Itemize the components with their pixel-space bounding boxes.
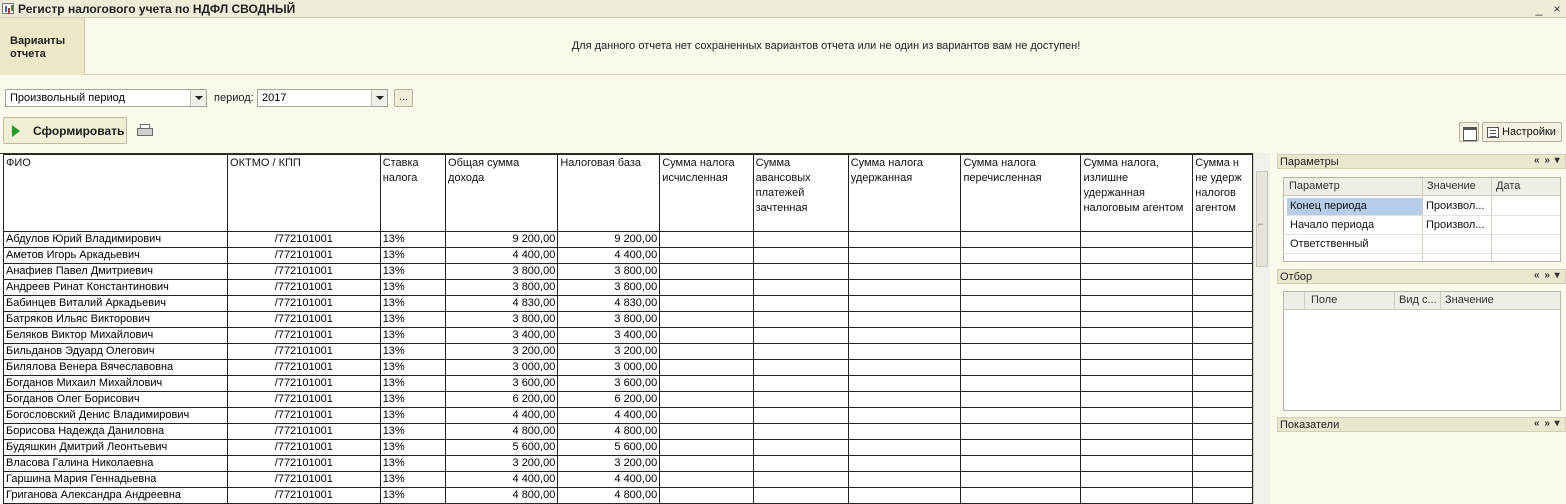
cell-oktmo: /772101001 (228, 472, 381, 488)
cell-empty (1193, 360, 1253, 376)
cell-empty (1081, 424, 1193, 440)
cell-empty (1081, 472, 1193, 488)
cell-empty (848, 424, 961, 440)
period-type-select[interactable] (5, 89, 207, 107)
panel-layout-button[interactable] (1459, 122, 1479, 142)
cell-rate: 13% (380, 312, 445, 328)
cell-rate: 13% (380, 248, 445, 264)
cell-fio: Богданов Олег Борисович (4, 392, 228, 408)
filter-grid-header (1284, 292, 1561, 310)
cell-rate: 13% (380, 392, 445, 408)
param-col-value[interactable]: Значение (1427, 180, 1476, 192)
cell-base: 4 400,00 (558, 248, 660, 264)
cell-empty (1193, 488, 1253, 504)
cell-empty (753, 488, 848, 504)
cell-empty (660, 280, 753, 296)
cell-empty (660, 408, 753, 424)
cell-income: 4 800,00 (446, 488, 558, 504)
cell-empty (660, 456, 753, 472)
cell-base: 3 800,00 (558, 264, 660, 280)
cell-empty (753, 280, 848, 296)
table-row[interactable] (4, 424, 1253, 440)
table-row[interactable] (4, 488, 1253, 504)
period-year-value: 2017 (262, 92, 287, 104)
period-type-value: Произвольный период (10, 92, 125, 104)
cell-rate: 13% (380, 328, 445, 344)
cell-empty (753, 392, 848, 408)
cell-empty (1081, 376, 1193, 392)
cell-oktmo: /772101001 (228, 392, 381, 408)
cell-empty (753, 424, 848, 440)
variants-label-line2: отчета (10, 48, 46, 60)
cell-fio: Богословский Денис Владимирович (4, 408, 228, 424)
variants-label-line1: Варианты (10, 35, 66, 47)
cell-income: 4 400,00 (446, 408, 558, 424)
table-row[interactable] (4, 472, 1253, 488)
cell-income: 3 800,00 (446, 312, 558, 328)
cell-empty (1193, 280, 1253, 296)
cell-rate: 13% (380, 440, 445, 456)
cell-oktmo: /772101001 (228, 248, 381, 264)
cell-empty (961, 472, 1081, 488)
parameters-header (1277, 154, 1566, 169)
cell-empty (961, 264, 1081, 280)
cell-oktmo: /772101001 (228, 280, 381, 296)
table-row[interactable] (4, 232, 1253, 248)
cell-fio: Борисова Надежда Даниловна (4, 424, 228, 440)
cell-oktmo: /772101001 (228, 360, 381, 376)
filter-col-value[interactable]: Значение (1445, 294, 1494, 306)
report-icon (2, 3, 14, 14)
cell-empty (1193, 424, 1253, 440)
cell-empty (660, 296, 753, 312)
param-col-date[interactable]: Дата (1496, 180, 1521, 192)
cell-empty (753, 232, 848, 248)
cell-fio: Григанова Александра Андреевна (4, 488, 228, 504)
cell-oktmo: /772101001 (228, 312, 381, 328)
period-year-select[interactable] (257, 89, 388, 107)
cell-empty (961, 280, 1081, 296)
cell-empty (753, 440, 848, 456)
cell-income: 4 400,00 (446, 472, 558, 488)
report-table-area[interactable] (0, 153, 1253, 504)
col-header: Сумма н не удерж налогов агентом (1193, 155, 1253, 232)
cell-empty (753, 312, 848, 328)
cell-income: 9 200,00 (446, 232, 558, 248)
chevron-down-icon[interactable] (190, 90, 206, 106)
cell-oktmo: /772101001 (228, 488, 381, 504)
cell-rate: 13% (380, 344, 445, 360)
filter-section (1277, 269, 1566, 414)
cell-rate: 13% (380, 488, 445, 504)
cell-empty (660, 248, 753, 264)
settings-button-label: Настройки (1502, 126, 1556, 138)
cell-empty (660, 488, 753, 504)
cell-rate: 13% (380, 424, 445, 440)
cell-income: 4 800,00 (446, 424, 558, 440)
param-col-name[interactable]: Параметр (1289, 180, 1340, 192)
cell-empty (848, 488, 961, 504)
cell-rate: 13% (380, 296, 445, 312)
cell-base: 3 800,00 (558, 280, 660, 296)
cell-empty (848, 248, 961, 264)
cell-empty (1081, 360, 1193, 376)
parameter-name: Ответственный (1290, 238, 1369, 250)
report-table (3, 154, 1253, 504)
parameter-row[interactable] (1284, 197, 1561, 216)
cell-fio: Абдулов Юрий Владимирович (4, 232, 228, 248)
cell-empty (660, 312, 753, 328)
table-row[interactable] (4, 328, 1253, 344)
generate-button-label: Сформировать (33, 124, 125, 138)
cell-empty (1193, 248, 1253, 264)
cell-rate: 13% (380, 456, 445, 472)
title-bar (0, 0, 1566, 18)
report-variants-panel (0, 18, 1566, 75)
filter-title: Отбор (1280, 271, 1313, 283)
cell-oktmo: /772101001 (228, 296, 381, 312)
cell-empty (1081, 408, 1193, 424)
print-icon[interactable] (137, 124, 153, 138)
cell-empty (1193, 344, 1253, 360)
cell-empty (660, 360, 753, 376)
cell-empty (961, 424, 1081, 440)
cell-empty (753, 344, 848, 360)
cell-empty (660, 472, 753, 488)
cell-empty (961, 408, 1081, 424)
cell-income: 5 600,00 (446, 440, 558, 456)
cell-empty (848, 296, 961, 312)
cell-empty (1193, 328, 1253, 344)
cell-income: 3 800,00 (446, 264, 558, 280)
cell-empty (848, 328, 961, 344)
col-header: ОКТМО / КПП (228, 155, 381, 232)
filter-header (1277, 269, 1566, 284)
cell-empty (848, 312, 961, 328)
cell-empty (961, 312, 1081, 328)
cell-fio: Будяшкин Дмитрий Леонтьевич (4, 440, 228, 456)
cell-fio: Бильданов Эдуард Олегович (4, 344, 228, 360)
cell-empty (1193, 472, 1253, 488)
cell-empty (660, 424, 753, 440)
period-choose-button[interactable]: ... (394, 89, 413, 107)
cell-base: 9 200,00 (558, 232, 660, 248)
cell-empty (1081, 248, 1193, 264)
collapse-expand-icons[interactable]: « » ▾ (1534, 155, 1561, 166)
table-row[interactable] (4, 248, 1253, 264)
cell-empty (660, 344, 753, 360)
cell-base: 3 800,00 (558, 312, 660, 328)
minimize-button[interactable]: _ (1535, 2, 1543, 16)
cell-empty (753, 456, 848, 472)
cell-empty (1081, 488, 1193, 504)
cell-empty (1081, 456, 1193, 472)
cell-empty (753, 376, 848, 392)
cell-empty (848, 376, 961, 392)
parameters-grid[interactable] (1283, 177, 1561, 262)
cell-empty (1081, 440, 1193, 456)
parameter-row[interactable] (1284, 216, 1561, 235)
table-row[interactable] (4, 344, 1253, 360)
cell-fio: Богданов Михаил Михайлович (4, 376, 228, 392)
cell-empty (660, 376, 753, 392)
generate-button[interactable] (3, 117, 127, 144)
cell-base: 4 830,00 (558, 296, 660, 312)
cell-income: 3 600,00 (446, 376, 558, 392)
cell-empty (848, 440, 961, 456)
cell-base: 4 400,00 (558, 472, 660, 488)
cell-empty (961, 344, 1081, 360)
cell-oktmo: /772101001 (228, 232, 381, 248)
cell-empty (1081, 328, 1193, 344)
parameter-value: Произвол... (1426, 219, 1485, 231)
cell-rate: 13% (380, 376, 445, 392)
cell-empty (1081, 312, 1193, 328)
cell-income: 3 800,00 (446, 280, 558, 296)
table-row[interactable] (4, 440, 1253, 456)
table-row[interactable] (4, 280, 1253, 296)
settings-button[interactable] (1482, 122, 1562, 142)
cell-income: 3 200,00 (446, 344, 558, 360)
cell-empty (1081, 280, 1193, 296)
cell-income: 3 200,00 (446, 456, 558, 472)
table-row[interactable] (4, 456, 1253, 472)
cell-fio: Власова Галина Николаевна (4, 456, 228, 472)
cell-oktmo: /772101001 (228, 424, 381, 440)
parameter-name: Конец периода (1290, 200, 1367, 212)
no-variants-message: Для данного отчета нет сохраненных вариантов отчета или не один из вариантов вам не доступен! (571, 40, 1081, 52)
cell-fio: Беляков Виктор Михайлович (4, 328, 228, 344)
cell-empty (753, 408, 848, 424)
cell-rate: 13% (380, 280, 445, 296)
cell-empty (1193, 312, 1253, 328)
filter-col-field[interactable]: Поле (1311, 294, 1338, 306)
chevron-down-icon[interactable] (371, 90, 387, 106)
filter-col-kind[interactable]: Вид с... (1399, 294, 1437, 306)
scroll-grip-icon: ⌐ (1258, 219, 1264, 229)
cell-income: 4 400,00 (446, 248, 558, 264)
table-row[interactable] (4, 296, 1253, 312)
cell-oktmo: /772101001 (228, 456, 381, 472)
cell-empty (1193, 440, 1253, 456)
cell-fio: Гаршина Мария Геннадьевна (4, 472, 228, 488)
cell-rate: 13% (380, 408, 445, 424)
cell-base: 3 000,00 (558, 360, 660, 376)
cell-base: 3 200,00 (558, 456, 660, 472)
cell-empty (961, 360, 1081, 376)
cell-base: 3 400,00 (558, 328, 660, 344)
cell-base: 4 400,00 (558, 408, 660, 424)
cell-oktmo: /772101001 (228, 440, 381, 456)
cell-fio: Батряков Ильяс Викторович (4, 312, 228, 328)
report-scrollbar[interactable] (1253, 153, 1270, 504)
cell-empty (753, 360, 848, 376)
cell-empty (848, 472, 961, 488)
col-header: Сумма налога, излишне удержанная налоговым агентом (1081, 155, 1193, 232)
cell-oktmo: /772101001 (228, 408, 381, 424)
col-header: Сумма налога удержанная (848, 155, 961, 232)
cell-empty (660, 392, 753, 408)
cell-empty (753, 264, 848, 280)
cell-base: 4 800,00 (558, 488, 660, 504)
cell-empty (753, 296, 848, 312)
cell-empty (1193, 232, 1253, 248)
cell-empty (1193, 296, 1253, 312)
filter-grid[interactable] (1283, 291, 1561, 411)
indicators-header (1277, 417, 1566, 432)
cell-empty (660, 232, 753, 248)
cell-oktmo: /772101001 (228, 328, 381, 344)
cell-fio: Бабинцев Виталий Аркадьевич (4, 296, 228, 312)
col-header: Сумма налога исчисленная (660, 155, 753, 232)
cell-empty (848, 408, 961, 424)
cell-empty (753, 248, 848, 264)
col-header: Общая сумма дохода (446, 155, 558, 232)
table-row[interactable] (4, 376, 1253, 392)
cell-oktmo: /772101001 (228, 376, 381, 392)
cell-fio: Билялова Венера Вячеславовна (4, 360, 228, 376)
cell-empty (1193, 408, 1253, 424)
cell-empty (961, 232, 1081, 248)
cell-fio: Анафиев Павел Дмитриевич (4, 264, 228, 280)
cell-rate: 13% (380, 360, 445, 376)
col-header: Сумма авансовых платежей зачтенная (753, 155, 848, 232)
cell-oktmo: /772101001 (228, 264, 381, 280)
cell-empty (848, 232, 961, 248)
cell-empty (660, 264, 753, 280)
settings-icon (1487, 127, 1499, 138)
cell-empty (848, 280, 961, 296)
col-header: ФИО (4, 155, 228, 232)
indicators-title: Показатели (1280, 419, 1340, 431)
cell-empty (1081, 232, 1193, 248)
report-variants-label[interactable] (0, 18, 85, 75)
cell-empty (961, 392, 1081, 408)
cell-empty (961, 328, 1081, 344)
table-row[interactable] (4, 264, 1253, 280)
cell-empty (1081, 296, 1193, 312)
parameter-value: Произвол... (1426, 200, 1485, 212)
play-icon (12, 125, 20, 137)
col-header: Сумма налога перечисленная (961, 155, 1081, 232)
table-row[interactable] (4, 312, 1253, 328)
cell-rate: 13% (380, 232, 445, 248)
cell-empty (660, 440, 753, 456)
cell-fio: Андреев Ринат Константинович (4, 280, 228, 296)
cell-empty (1081, 344, 1193, 360)
indicators-section (1277, 417, 1566, 504)
cell-income: 3 400,00 (446, 328, 558, 344)
cell-empty (961, 488, 1081, 504)
cell-empty (961, 456, 1081, 472)
cell-base: 3 200,00 (558, 344, 660, 360)
cell-base: 4 800,00 (558, 424, 660, 440)
cell-empty (1081, 264, 1193, 280)
parameters-section (1277, 154, 1566, 270)
cell-empty (848, 392, 961, 408)
cell-empty (848, 344, 961, 360)
cell-empty (848, 456, 961, 472)
cell-base: 5 600,00 (558, 440, 660, 456)
cell-empty (1193, 264, 1253, 280)
cell-empty (961, 440, 1081, 456)
cell-empty (753, 472, 848, 488)
cell-empty (1193, 456, 1253, 472)
close-button[interactable]: × (1553, 2, 1561, 16)
window-title: Регистр налогового учета по НДФЛ СВОДНЫЙ (18, 2, 296, 16)
cell-income: 4 830,00 (446, 296, 558, 312)
parameters-title: Параметры (1280, 156, 1339, 168)
cell-empty (1081, 392, 1193, 408)
cell-fio: Аметов Игорь Аркадьевич (4, 248, 228, 264)
cell-empty (1193, 376, 1253, 392)
collapse-expand-icons[interactable]: « » ▾ (1534, 418, 1561, 429)
cell-base: 3 600,00 (558, 376, 660, 392)
parameter-name: Начало периода (1290, 219, 1375, 231)
cell-empty (961, 376, 1081, 392)
cell-rate: 13% (380, 264, 445, 280)
cell-base: 6 200,00 (558, 392, 660, 408)
cell-empty (660, 328, 753, 344)
table-header-row (4, 155, 1253, 232)
period-label: период: (214, 92, 254, 104)
col-header: Ставка налога (380, 155, 445, 232)
collapse-expand-icons[interactable]: « » ▾ (1534, 270, 1561, 281)
table-row[interactable] (4, 360, 1253, 376)
cell-empty (1193, 392, 1253, 408)
cell-income: 6 200,00 (446, 392, 558, 408)
cell-empty (848, 264, 961, 280)
parameter-row[interactable] (1284, 235, 1561, 254)
cell-rate: 13% (380, 472, 445, 488)
cell-empty (753, 328, 848, 344)
cell-empty (961, 248, 1081, 264)
table-row[interactable] (4, 392, 1253, 408)
table-row[interactable] (4, 408, 1253, 424)
cell-empty (961, 296, 1081, 312)
cell-empty (848, 360, 961, 376)
cell-income: 3 000,00 (446, 360, 558, 376)
cell-oktmo: /772101001 (228, 344, 381, 360)
col-header: Налоговая база (558, 155, 660, 232)
